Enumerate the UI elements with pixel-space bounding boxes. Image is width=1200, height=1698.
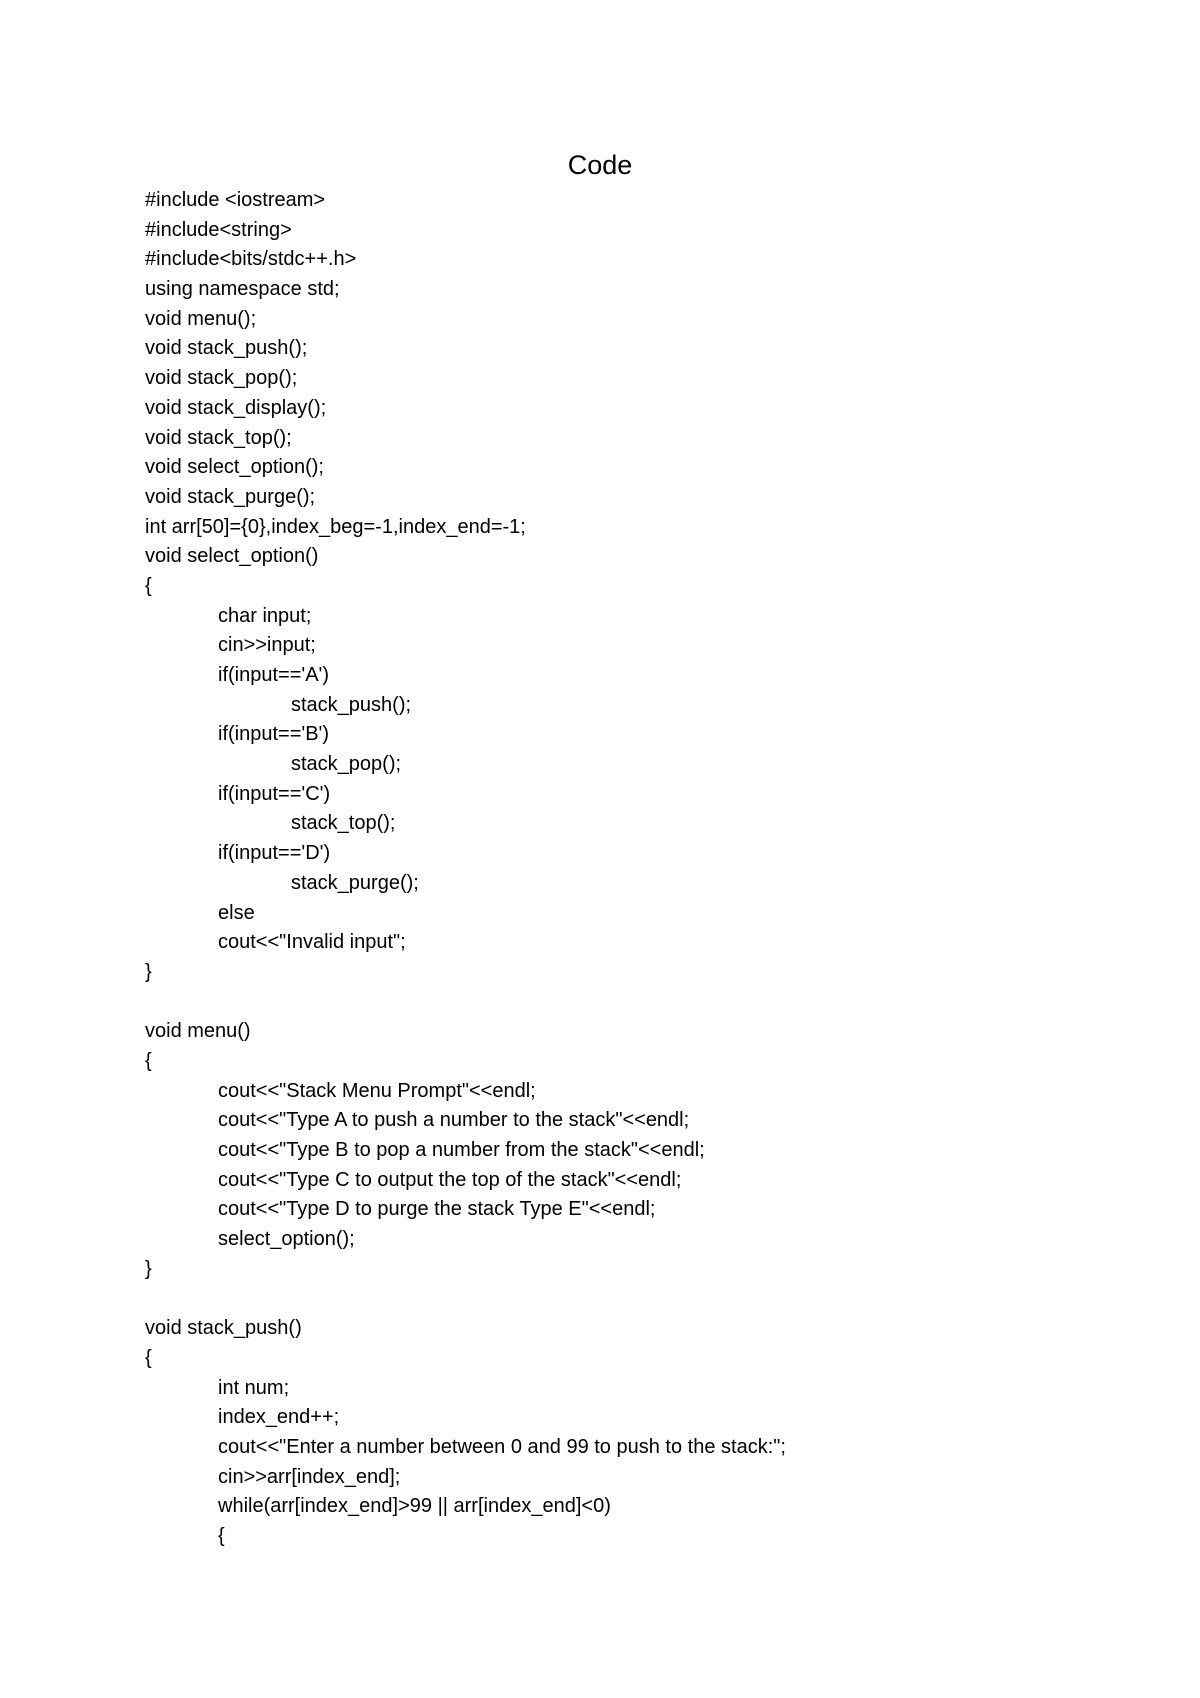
code-line: void menu() bbox=[145, 1020, 251, 1043]
blank-line bbox=[145, 988, 1145, 1018]
code-line: char input; bbox=[218, 604, 312, 627]
code-line: cout<<"Invalid input"; bbox=[218, 931, 406, 954]
code-line: cout<<"Stack Menu Prompt"<<endl; bbox=[218, 1079, 536, 1102]
code-line: { bbox=[145, 574, 152, 597]
code-line: else bbox=[218, 901, 255, 924]
code-line: if(input=='B') bbox=[218, 723, 330, 746]
code-line: cout<<"Type D to purge the stack Type E"<<endl; bbox=[218, 1198, 656, 1221]
code-line: if(input=='D') bbox=[218, 842, 331, 865]
code-line: { bbox=[218, 1524, 225, 1547]
code-line: cin>>input; bbox=[218, 634, 316, 657]
code-line: cout<<"Type C to output the top of the stack"<<endl; bbox=[218, 1168, 682, 1191]
code-line: void stack_top(); bbox=[145, 426, 292, 449]
code-line: int arr[50]={0},index_beg=-1,index_end=-1; bbox=[145, 515, 526, 538]
code-line: cout<<"Type B to pop a number from the stack"<<endl; bbox=[218, 1139, 705, 1161]
code-line: if(input=='A') bbox=[218, 664, 330, 686]
code-line: void menu(); bbox=[145, 307, 257, 330]
code-line: stack_top(); bbox=[291, 812, 396, 835]
code-line: cin>>arr[index_end]; bbox=[218, 1465, 401, 1488]
code-line: cout<<"Enter a number between 0 and 99 to push to the stack:"; bbox=[218, 1435, 786, 1458]
code-line: void stack_pop(); bbox=[145, 367, 298, 390]
code-line: void stack_display(); bbox=[145, 396, 327, 419]
code-line: if(input=='C') bbox=[218, 782, 331, 805]
code-line: #include<bits/stdc++.h> bbox=[145, 248, 357, 271]
code-line: stack_purge(); bbox=[291, 871, 419, 894]
code-line: #include <iostream> bbox=[145, 189, 326, 211]
code-line: #include<string> bbox=[145, 218, 292, 241]
code-line: void stack_purge(); bbox=[145, 485, 316, 508]
code-line: using namespace std; bbox=[145, 278, 340, 301]
code-listing bbox=[145, 186, 1145, 1552]
code-line: void select_option(); bbox=[145, 456, 324, 479]
code-line: void stack_push() bbox=[145, 1317, 302, 1340]
code-line: select_option(); bbox=[218, 1228, 355, 1251]
document-title: Code bbox=[567, 150, 633, 180]
code-line: } bbox=[145, 1257, 152, 1280]
code-line: { bbox=[145, 1346, 152, 1369]
code-line: void select_option() bbox=[145, 545, 319, 568]
code-line: stack_pop(); bbox=[291, 753, 402, 776]
code-line: stack_push(); bbox=[291, 693, 412, 716]
blank-line bbox=[145, 1284, 1145, 1314]
code-line: int num; bbox=[218, 1376, 290, 1399]
code-line: index_end++; bbox=[218, 1406, 340, 1429]
code-line: void stack_push(); bbox=[145, 337, 308, 360]
code-line: { bbox=[145, 1049, 152, 1072]
code-line: while(arr[index_end]>99 || arr[index_end]<0) bbox=[218, 1495, 611, 1518]
code-line: } bbox=[145, 960, 152, 983]
code-line: cout<<"Type A to push a number to the stack"<<endl; bbox=[218, 1109, 690, 1132]
